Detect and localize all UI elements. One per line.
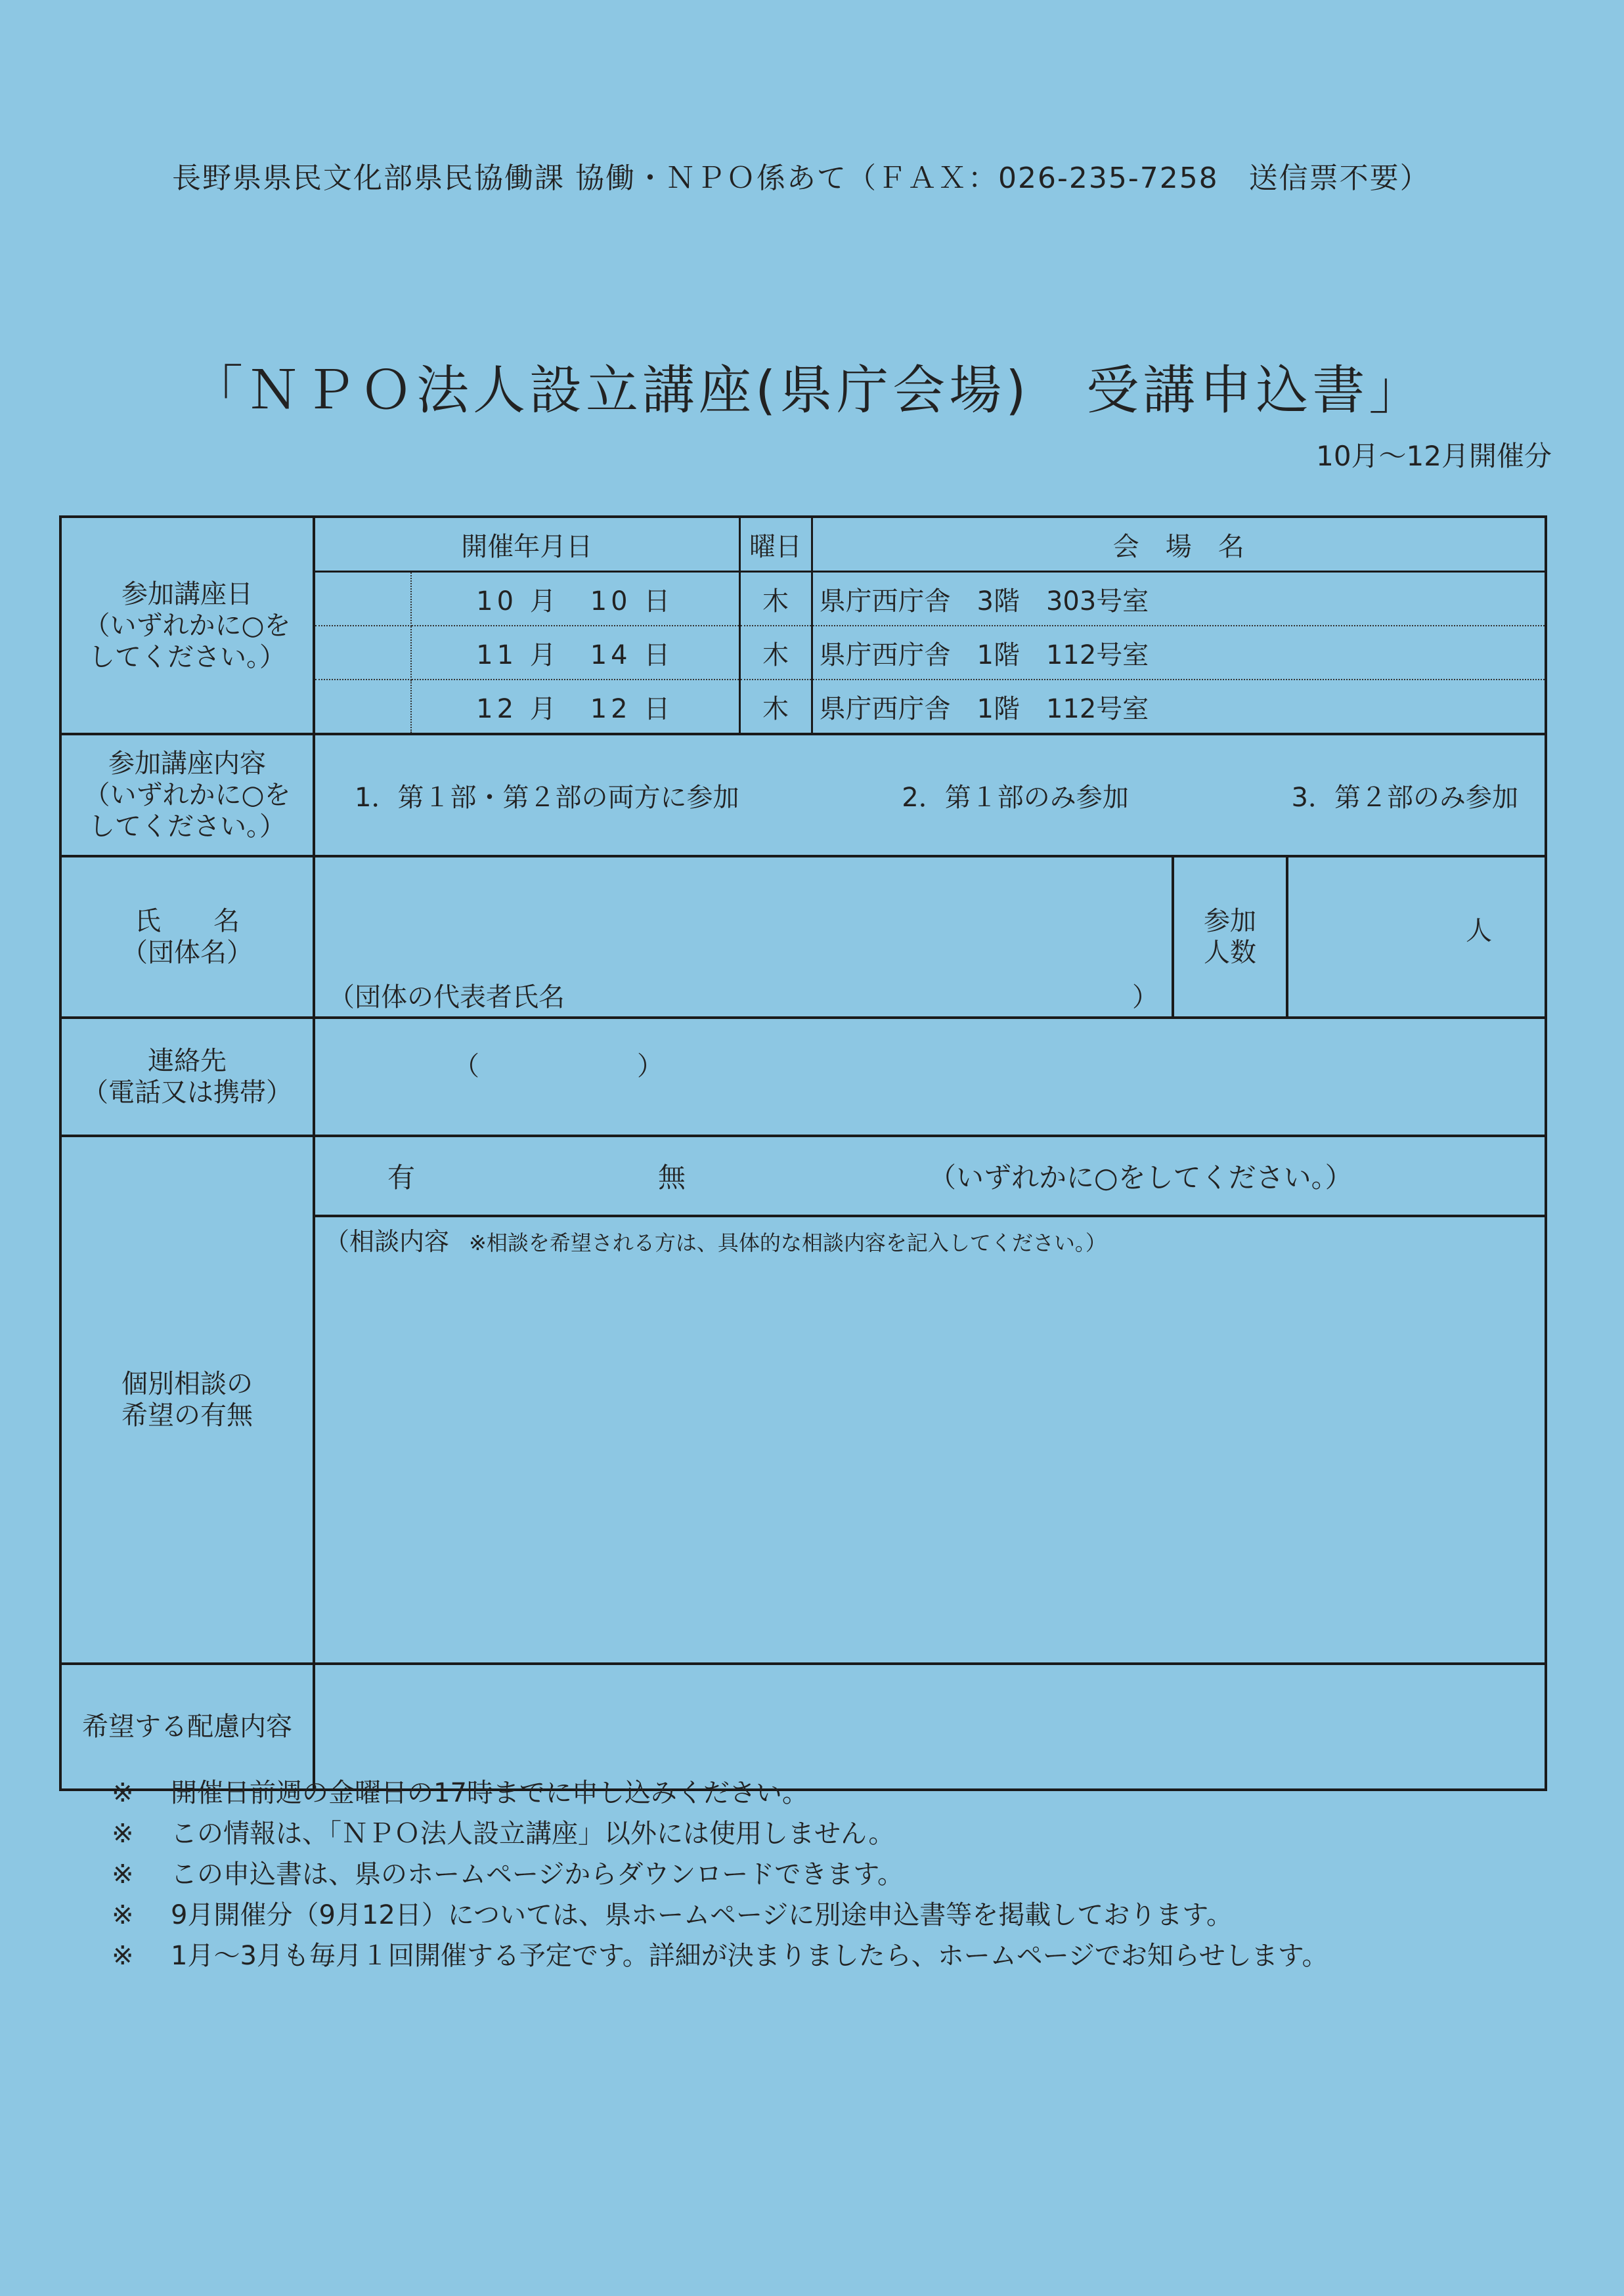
note-text: この情報は、「ＮＰＯ法人設立講座」以外には使用しません。 [171, 1819, 895, 1849]
schedule-day: 木 [739, 572, 812, 626]
name-grid [315, 857, 1545, 1016]
name-label-line2: （団体名） [121, 938, 253, 968]
fax-header: 長野県県民文化部県民協働課 協働・ＮＰＯ係あて（ＦＡＸ：026-235-7258 送信票不要） [172, 162, 1430, 195]
schedule-label-line3: してください。） [89, 641, 286, 672]
consult-choice-row [315, 1137, 1545, 1217]
note-text: 1月～3月も毎月１回開催する予定です。詳細が決まりましたら、ホームページでお知らせします。 [171, 1941, 1328, 1971]
schedule-label-line1: 参加講座日 [121, 578, 253, 609]
period-label: 10月～12月開催分 [1316, 440, 1552, 472]
schedule-day: 木 [739, 680, 812, 733]
name-section [60, 856, 1546, 1018]
count-label-line1: 参加 [1204, 906, 1256, 936]
col-date-header: 開催年月日 [315, 518, 739, 572]
person-unit: 人 [1466, 916, 1492, 946]
schedule-row[interactable] [315, 680, 1545, 733]
content-label-line3: してください。） [89, 812, 286, 842]
content-options [315, 777, 1545, 814]
note-item [112, 1854, 1328, 1895]
consult-grid [315, 1137, 1545, 1662]
consult-detail-label: （相談内容 [324, 1227, 450, 1256]
consult-yes[interactable]: 有 [387, 1161, 416, 1194]
accommodation-section [60, 1664, 1546, 1790]
content-section [60, 734, 1546, 856]
note-text: 9月開催分（9月12日）については、県ホームページに別途申込書等を掲載しております。 [171, 1900, 1233, 1930]
accommodation-field[interactable] [314, 1664, 1546, 1790]
note-item [112, 1813, 1328, 1854]
content-label [60, 734, 314, 856]
content-option-part1[interactable]: 2．第１部のみ参加 [902, 782, 1129, 813]
schedule-date: 12 月 12 日 [411, 680, 739, 733]
contact-label-line1: 連絡先 [148, 1046, 227, 1076]
note-mark: ※ [112, 1941, 134, 1971]
name-field[interactable] [315, 857, 1174, 1016]
note-mark: ※ [112, 1778, 134, 1808]
consult-label-line2: 希望の有無 [121, 1400, 253, 1431]
col-venue-header: 会 場 名 [812, 518, 1545, 572]
schedule-mark-cell[interactable] [315, 572, 411, 626]
content-label-line1: 参加講座内容 [108, 748, 266, 779]
schedule-day: 木 [739, 626, 812, 680]
schedule-date: 10 月 10 日 [411, 572, 739, 626]
consult-instruction: （いずれかに○をしてください。） [929, 1161, 1353, 1194]
schedule-venue: 県庁西庁舎 1階 112号室 [812, 626, 1545, 680]
consult-detail-note: ※相談を希望される方は、具体的な相談内容を記入してください。） [469, 1230, 1107, 1255]
content-option-both[interactable]: 1．第１部・第２部の両方に参加 [355, 782, 739, 813]
note-mark: ※ [112, 1900, 134, 1930]
schedule-section [60, 517, 1546, 734]
representative-close: ） [1132, 982, 1158, 1012]
note-item [112, 1773, 1328, 1813]
content-option-part2[interactable]: 3．第２部のみ参加 [1291, 782, 1518, 813]
consult-no[interactable]: 無 [658, 1161, 686, 1194]
page-title: 「ＮＰＯ法人設立講座(県庁会場) 受講申込書」 [190, 360, 1426, 421]
schedule-date: 11 月 14 日 [411, 626, 739, 680]
note-item [112, 1936, 1328, 1976]
notes-list [112, 1773, 1328, 1976]
schedule-header-row [315, 518, 1545, 572]
contact-label [60, 1018, 314, 1136]
count-label-line2: 人数 [1204, 938, 1256, 968]
note-text: 開催日前週の金曜日の17時までに申し込みください。 [171, 1778, 808, 1808]
content-label-line2: （いずれかに○を [83, 780, 291, 810]
contact-section [60, 1018, 1546, 1136]
schedule-row[interactable] [315, 626, 1545, 680]
note-item [112, 1895, 1328, 1936]
col-day-header: 曜日 [739, 518, 812, 572]
note-mark: ※ [112, 1859, 134, 1890]
accommodation-label: 希望する配慮内容 [60, 1664, 314, 1790]
name-label-line1: 氏 名 [135, 906, 240, 936]
representative-label: （団体の代表者氏名 [328, 982, 565, 1012]
schedule-mark-cell[interactable] [315, 680, 411, 733]
note-mark: ※ [112, 1819, 134, 1849]
schedule-mark-cell[interactable] [315, 626, 411, 680]
schedule-row[interactable] [315, 572, 1545, 626]
consult-detail-field[interactable] [315, 1217, 1545, 1662]
contact-label-line2: （電話又は携帯） [82, 1077, 292, 1108]
contact-parens: （ ） [453, 1051, 663, 1081]
consult-label-line1: 個別相談の [121, 1369, 253, 1399]
participant-count-label [1174, 857, 1288, 1016]
schedule-label [60, 517, 314, 734]
schedule-label-line2: （いずれかに○を [83, 610, 291, 641]
note-text: この申込書は、県のホームページからダウンロードできます。 [171, 1859, 904, 1890]
schedule-venue: 県庁西庁舎 1階 112号室 [819, 693, 1149, 724]
name-label [60, 856, 314, 1018]
consult-section [60, 1136, 1546, 1664]
schedule-table [315, 518, 1545, 733]
application-form [59, 515, 1547, 1791]
participant-count-field[interactable] [1288, 857, 1545, 1016]
consult-label [60, 1136, 314, 1664]
schedule-venue: 県庁西庁舎 3階 303号室 [812, 572, 1545, 626]
contact-field[interactable] [314, 1018, 1546, 1136]
